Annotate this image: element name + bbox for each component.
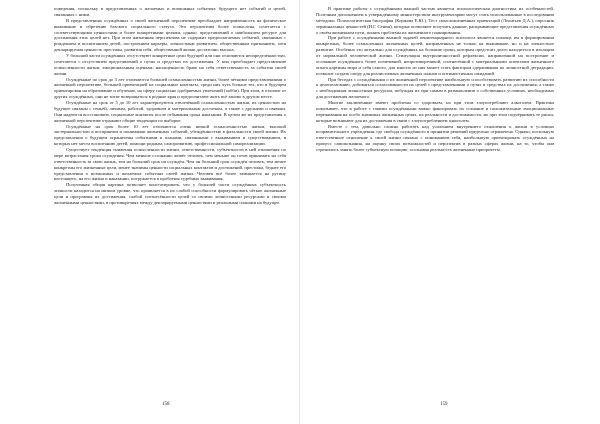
paragraph: Осуждённые по срок до 3 лет отличаются большей осмысленностью жизни, более чёткими представлениями о жизненной перспективе, большей ориентацией на социальные контакты, среди них чуть больше тех, кто в будущем ориентирован на образование и обучение, на сферу социально одобряемых увлечений (хобби). При этом, в отличие от других осуждённых, они не хотят возвращаться в родные края и предпочитают жить всё заново в другом месте.	[54, 76, 286, 100]
paragraph: Осуждённые на срок от 5 до 10 лет характеризуются отвлечённой осмысленностью жизни, их ценностью на будущее связаны с семьёй, личным, работой, здоровьем и материальным достатком, а также с друзьями и связями. Они надеются восстановить социальные контакты после отбывания срока наказания. В целом же их представления о жизненной перспективе отражают общие тенденции по выборке.	[54, 100, 286, 123]
paragraph: Многие заключённые имеют проблемы со здоровьем, но при этом злоупотребляют алкоголем. Практика показывает, что в работе с такими осуждёнными важно фиксировать их сознание и положительные эмоциональные переживания на особо значимых жизненных целях, их реальности и достижимости, но при этом подчёркивать те риски, которые возникают для их достижения в связи с злоупотреблением алкоголем.	[316, 100, 554, 123]
paragraph: поведения, поскольку в представлениях о желаемых и возможных событиях будущего нет событий и целей, связанных с ними.	[54, 6, 286, 17]
paragraph: У больший части осуждённых отсутствуют конкретные цели будущей или они отличаются неопределённостью, сочетаются с отсутствием представлений о путях и средствах их достижения. У них преобладает представление осмысленности жизни, эмоциональным оценкам, насыщенность браке на себя ответственность за события своей жизни.	[54, 53, 286, 76]
right-page-body	[316, 6, 554, 402]
paragraph: В представлениях осуждённых о своей жизненной перспективе преобладает направленность на физическое выживание и обретение базового социального статуса. Эта перспектива более осмыслена, сочетается с соответствующими ценностями и более конкретными целями, однако, представлений о наибольшем ресурсе для достижения этих целей нет. При этом жизненная перспектива не содержит предполагаемых событий, связанных с рождением и воспитанием детей, построением карьеры, личностным развитием, общественным признанием, хотя декларируемая ценность престижа, развития себя, общественной жизни достаточно высока.	[54, 17, 286, 53]
paragraph: В практике работы с осуждёнными важной частью является психологическая диагностика их особенностей. Полезным дополнением к утверждённому министерством инструментарию могут стать использованные в исследовании методики. Психологическая биография (Коржова Е.Ю.), Тест смысложизненных ориентаций (Леонтьев Д.А.), опросник терминальных ценностей (И.Г. Сенин), которые позволяют получить данные, раскрывающие представления осуждённых о своём жизненном пути, понять проблемы их жизненного планирования.	[316, 6, 554, 35]
left-page-number: 158	[162, 402, 170, 407]
paragraph: Полученная общая картина позволяет констатировать, что у большей части осуждённых субъектность личности находится на низком уровне, что проявляется в их слабой способности формулировать чёткие жизненные цели и программы их достижения, слабой соотнесённости целей со своими личностными ресурсами и своими жизненными ценностями, в противоречиях между декларируемыми ценностями и реальными планами на будущее.	[54, 182, 286, 205]
paragraph: Осуждённые на срок более 10 лет отличаются очень низкой осмысленностью жизни, высокой экстернальностью в восприятии и понимании жизненных событий, убеждённостью в фатальности своей жизни. Их представления о будущем ограничены событиями и планами, связанными с выживанием и существованием, в которых нет места воспитанию детей, помощи родным, саморазвитию, профессиональной самореализации.	[54, 123, 286, 147]
paragraph: При работе с осуждёнными важной задачей пенитенциарного психолога является помощь им в формировании конкретных, более осмысленных жизненных целей, направленных не только на выживание, но и на личностное развитие. Особенно это актуально для осуждённых на большие сроки, которым предстоит долго находиться в изоляции от нормальной человеческой жизни. Стимуляция внутриличностной рефлексии, направленной на построение и осознание осуждённого более позитивной, непротиворечивой, соотнесённой с материальными аспектами жизненного опыта картины мира и себя самого, для многих из них может стать фактором сдерживания их личностной деградации, позволит создать опору для реалистичных жизненных планов и оптимистичных ожиданий.	[316, 35, 554, 76]
paragraph: При беседах с осуждёнными о их жизненной перспективе наибольшую способствовать развитию их способности к целеполаганию, добиваться согласованности их целей с представлениями о путях и средствах их достижения, а также с необходимым личностным ресурсом, побуждая их при самым в размышлении о собственных условиях, необходимых для достижения желаемого.	[316, 76, 554, 100]
right-page	[300, 0, 600, 424]
right-page-number: 159	[440, 402, 448, 407]
paragraph: Существует тенденция снижения осмысленности жизни, ответственности, субъектности в ней отношения по мере возрастания срока осуждения. Чем меньше осознанно живёт человек, чем меньше он готов принимать на себя ответственность за свою жизнь, тем на больший срок он осуждён. Чем он больший срок осуждён человек, тем менее конкретны его жизненные цели, менее значимы ценности социальных контактов и достижений, престижа, беднее его представления о возможных и желаемых событиях своей жизни. Человек всё более замыкается на рутину настоящего, на его жизни и наказании, погружается в проблемы судебных выживания.	[54, 147, 286, 182]
paragraph: Вместе с тем, довольно сложно работать над усилением внутреннего отношения к жизни в условиях исправительного учреждения, где свобода осуждённого в принятии решений предельно ограничена. Однако, посильную ответственное отношение к своей жизни связано с пониманием себя, наибольшую ориентировать осуждённых на процесс самопознания, на оценку своих возможностей и перспектив в разных сферах жизни, на то, чтобы они стремились занять более субъектную позицию, осознавая реальность жизненные приоритеты.	[316, 123, 554, 152]
left-page-body	[54, 6, 286, 402]
